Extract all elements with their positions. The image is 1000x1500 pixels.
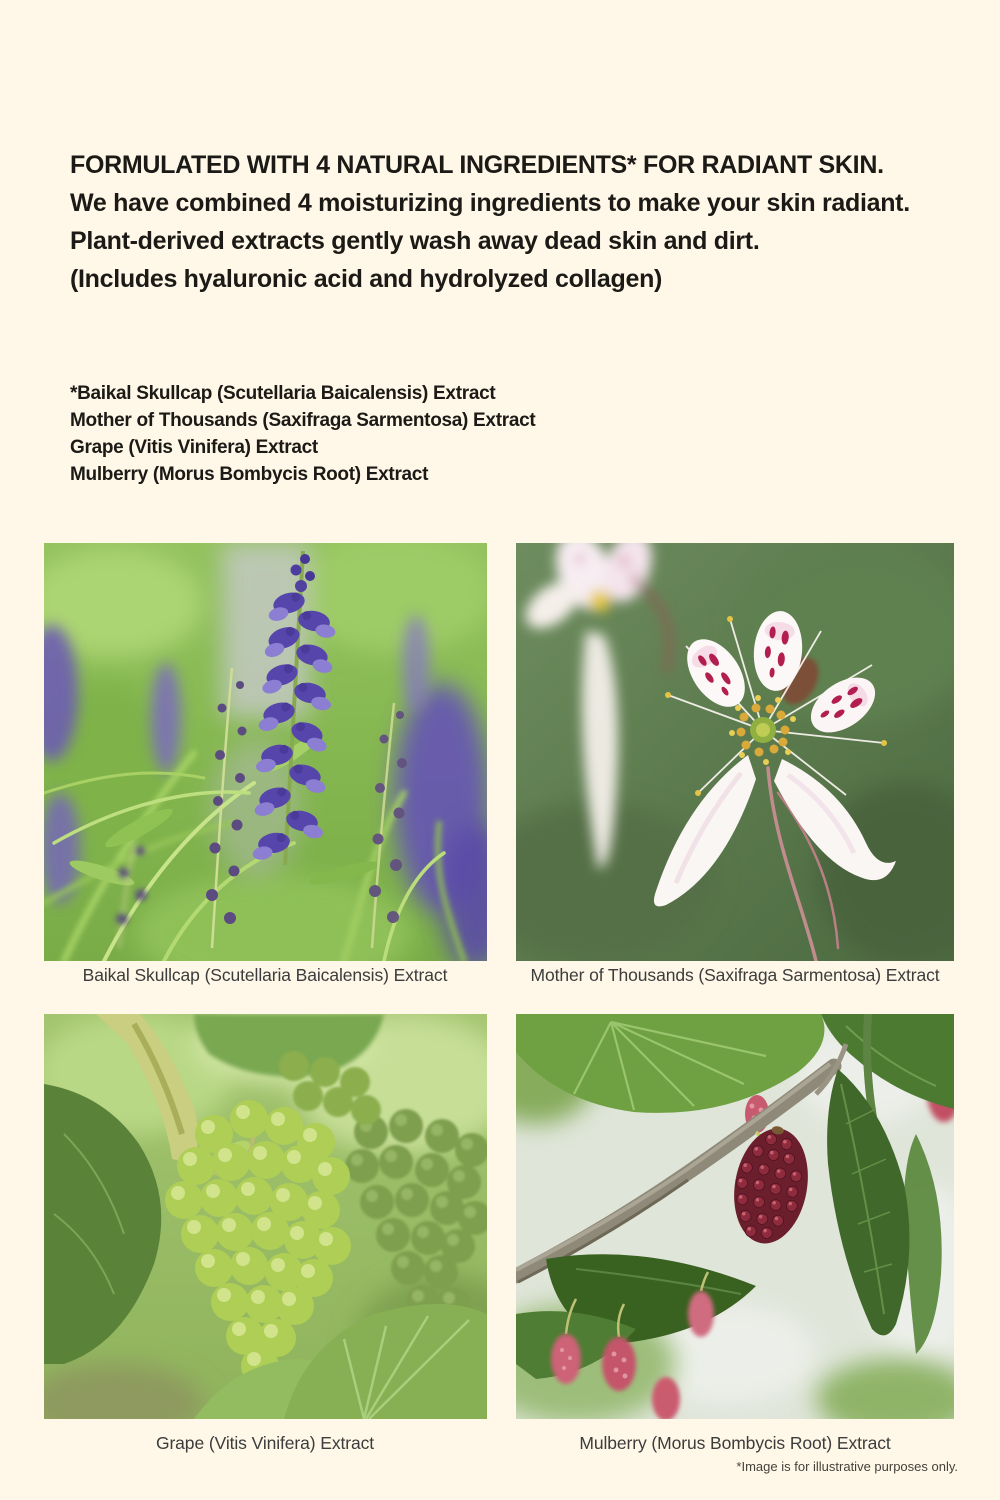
photo-baikal-skullcap <box>44 543 487 961</box>
caption-mulberry: Mulberry (Morus Bombycis Root) Extract <box>579 1433 891 1453</box>
mulberry-image <box>516 1014 954 1419</box>
ingredient-list <box>70 380 535 488</box>
baikal-skullcap-image <box>44 543 487 961</box>
photo-grape <box>44 1014 487 1419</box>
footnote-disclaimer: *Image is for illustrative purposes only. <box>736 1459 958 1474</box>
headline-title: FORMULATED WITH 4 NATURAL INGREDIENTS* FOR RADIANT SKIN. <box>70 151 884 179</box>
headline-subline-1: We have combined 4 moisturizing ingredients to make your skin radiant. <box>70 189 910 217</box>
caption-grape: Grape (Vitis Vinifera) Extract <box>155 1433 375 1453</box>
ingredient-item-baikal-skullcap: *Baikal Skullcap (Scutellaria Baicalensis) Extract <box>70 383 496 404</box>
photo-mother-of-thousands <box>516 543 954 961</box>
headline-subline-2: Plant-derived extracts gently wash away dead skin and dirt. <box>70 227 760 255</box>
caption-baikal-skullcap: Baikal Skullcap (Scutellaria Baicalensis) Extract <box>82 965 448 985</box>
ingredient-item-grape: Grape (Vitis Vinifera) Extract <box>70 437 318 458</box>
headline-subline-3: (Includes hyaluronic acid and hydrolyzed collagen) <box>70 265 663 293</box>
mother-of-thousands-image <box>516 543 954 961</box>
ingredient-item-mulberry: Mulberry (Morus Bombycis Root) Extract <box>70 464 429 485</box>
caption-mother-of-thousands: Mother of Thousands (Saxifraga Sarmentosa) Extract <box>530 965 940 985</box>
ingredient-item-mother-of-thousands: Mother of Thousands (Saxifraga Sarmentosa) Extract <box>70 410 536 431</box>
grape-image <box>44 1014 487 1419</box>
photo-mulberry <box>516 1014 954 1419</box>
headline-block <box>70 146 910 298</box>
